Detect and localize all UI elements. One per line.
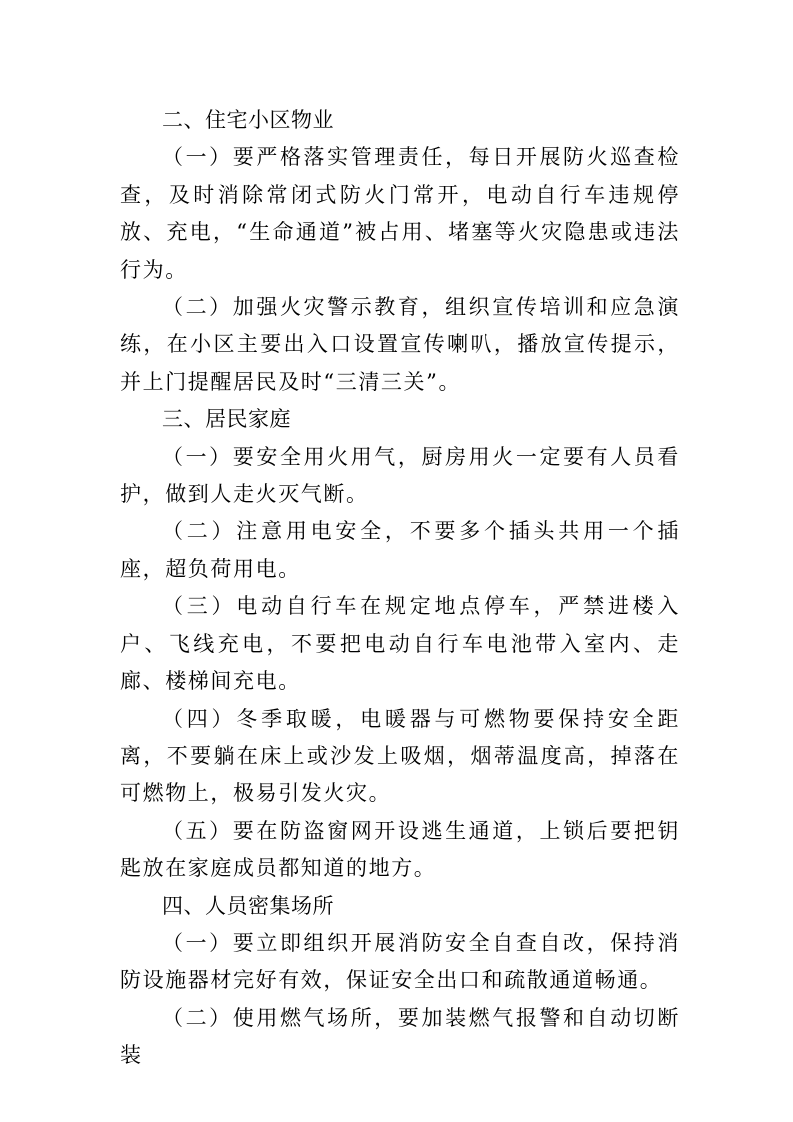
- paragraph: （一）要安全用火用气，厨房用火一定要有人员看护，做到人走火灭气断。: [120, 444, 680, 507]
- paragraph: （一）要立即组织开展消防安全自查自改，保持消防设施器材完好有效，保证安全出口和疏散通道畅通。: [120, 930, 680, 993]
- paragraph: （一）要严格落实管理责任，每日开展防火巡查检查，及时消除常闭式防火门常开，电动自行车违规停放、充电，“生命通道”被占用、堵塞等火灾隐患或违法行为。: [120, 145, 680, 282]
- section-heading-crowded-places: 四、人员密集场所: [162, 893, 334, 918]
- paragraph: （二）使用燃气场所，要加装燃气报警和自动切断装: [120, 1005, 680, 1068]
- paragraph: （五）要在防盗窗网开设逃生通道，上锁后要把钥匙放在家庭成员都知道的地方。: [120, 818, 680, 881]
- paragraph: （二）加强火灾警示教育，组织宣传培训和应急演练，在小区主要出入口设置宣传喇叭，播放宣传提示，并上门提醒居民及时“三清三关”。: [120, 295, 680, 394]
- paragraph: （四）冬季取暖，电暖器与可燃物要保持安全距离，不要躺在床上或沙发上吸烟，烟蒂温度高，掉落在可燃物上，极易引发火灾。: [120, 706, 680, 806]
- section-heading-residential-property: 二、住宅小区物业: [162, 108, 334, 132]
- document-body: [120, 102, 680, 1075]
- paragraph: （三）电动自行车在规定地点停车，严禁进楼入户、飞线充电，不要把电动自行车电池带入室内、走廊、楼梯间充电。: [120, 594, 680, 694]
- section-heading-resident-households: 三、居民家庭: [162, 407, 291, 432]
- paragraph: （二）注意用电安全，不要多个插头共用一个插座，超负荷用电。: [120, 519, 680, 581]
